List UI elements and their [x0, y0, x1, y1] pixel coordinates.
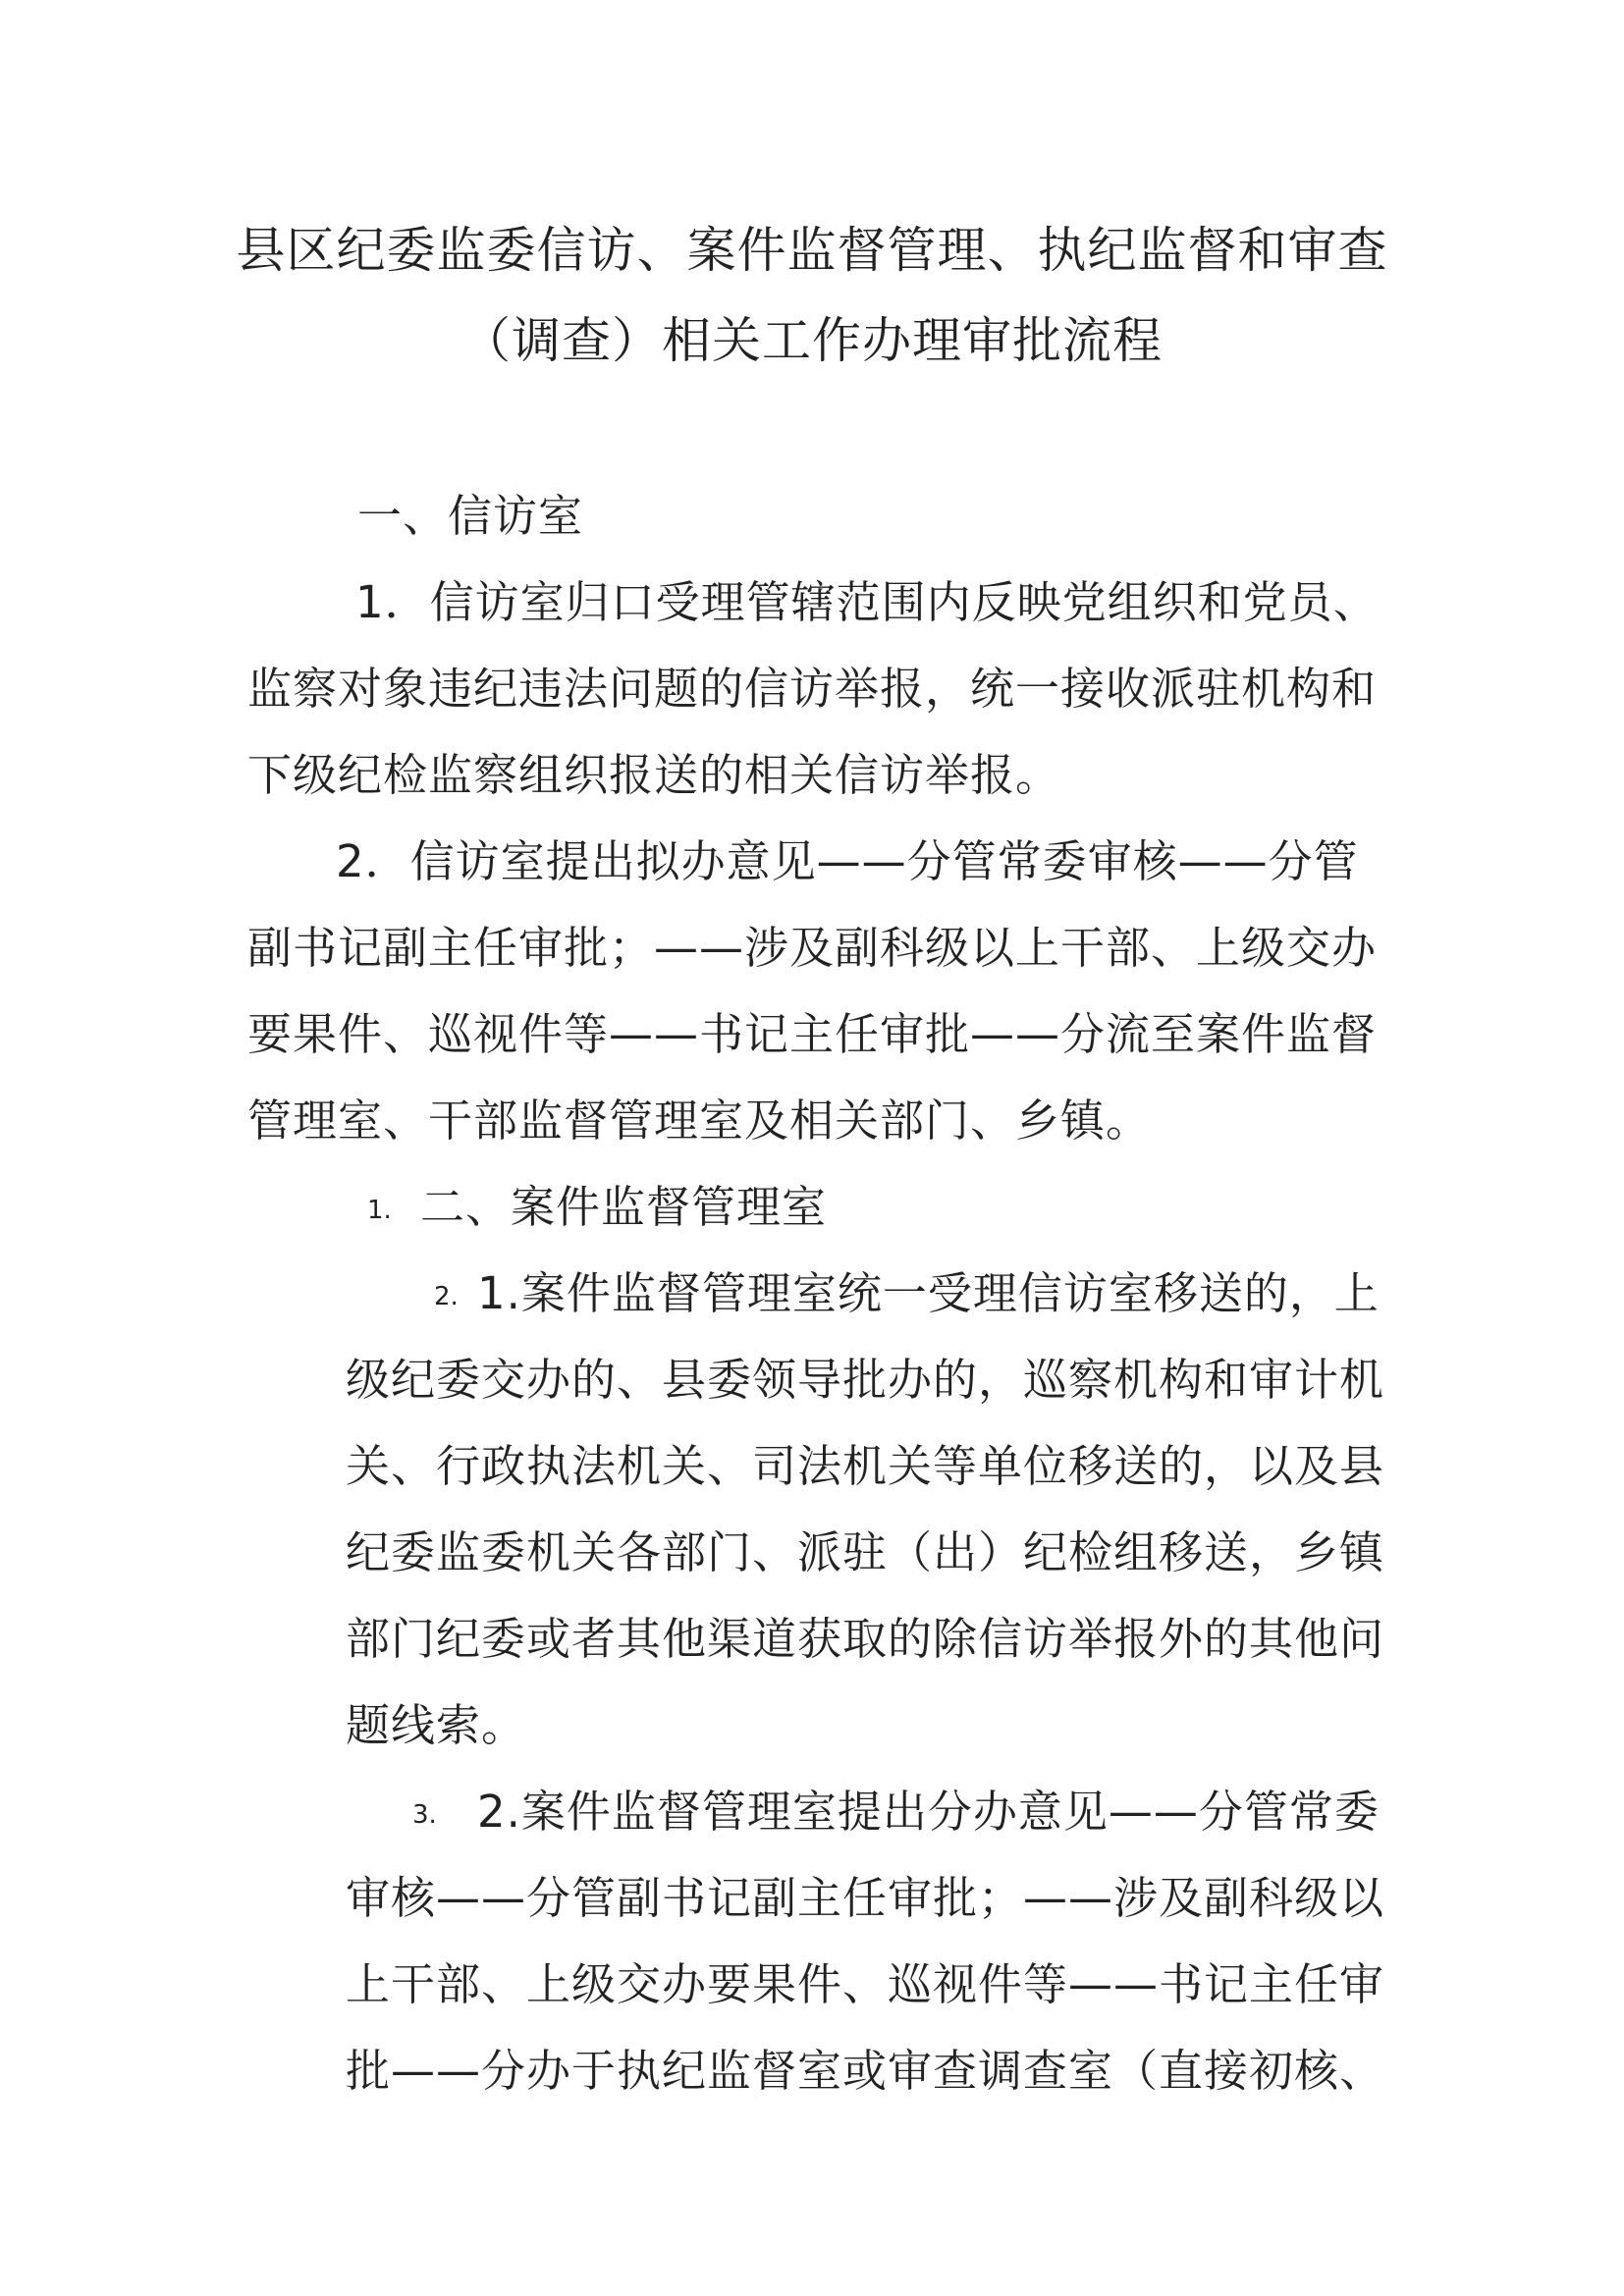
paragraph-line: 要果件、巡视件等——书记主任审批——分流至案件监督	[247, 1008, 1378, 1060]
section-heading-xinfang: 一、信访室	[357, 490, 584, 542]
paragraph-line: 批——分办于执纪监督室或审查调查室（直接初核、	[346, 2045, 1385, 2097]
paragraph-line: 下级纪检监察组织报送的相关信访举报。	[247, 749, 1061, 801]
paragraph-line: 上干部、上级交办要果件、巡视件等——书记主任审	[346, 1958, 1385, 2010]
list-marker: 1.	[367, 1196, 392, 1225]
paragraph-line: 副书记副主任审批；——涉及副科级以上干部、上级交办	[247, 922, 1378, 974]
paragraph-line: 纪委监委机关各部门、派驻（出）纪检组移送，乡镇	[346, 1526, 1385, 1578]
section-heading-case-management: 二、案件监督管理室	[420, 1181, 828, 1233]
paragraph-line: 级纪委交办的、县委领导批办的，巡察机构和审计机	[346, 1354, 1385, 1406]
paragraph-line: 2．信访室提出拟办意见——分管常委审核——分管	[336, 835, 1359, 887]
list-marker: 3.	[412, 1800, 437, 1830]
paragraph-line: 管理室、干部监督管理室及相关部门、乡镇。	[247, 1095, 1152, 1147]
list-marker: 2.	[434, 1282, 459, 1311]
paragraph-line: 审核——分管副书记副主任审批；——涉及副科级以	[346, 1872, 1385, 1924]
paragraph-line: 2.案件监督管理室提出分办意见——分管常委	[477, 1786, 1380, 1838]
paragraph-line: 监察对象违纪违法问题的信访举报，统一接收派驻机构和	[247, 663, 1378, 715]
document-title-line-2: （调查）相关工作办理审批流程	[461, 312, 1163, 369]
paragraph-line: 题线索。	[346, 1699, 527, 1751]
paragraph-line: 部门纪委或者其他渠道获取的除信访举报外的其他问	[346, 1613, 1385, 1665]
paragraph-line: 1.案件监督管理室统一受理信访室移送的，上	[477, 1267, 1380, 1319]
paragraph-line: 关、行政执法机关、司法机关等单位移送的，以及县	[346, 1440, 1385, 1492]
document-title-line-1: 县区纪委监委信访、案件监督管理、执纪监督和审查	[236, 222, 1388, 279]
paragraph-line: 1．信访室归口受理管辖范围内反映党组织和党员、	[355, 576, 1379, 628]
